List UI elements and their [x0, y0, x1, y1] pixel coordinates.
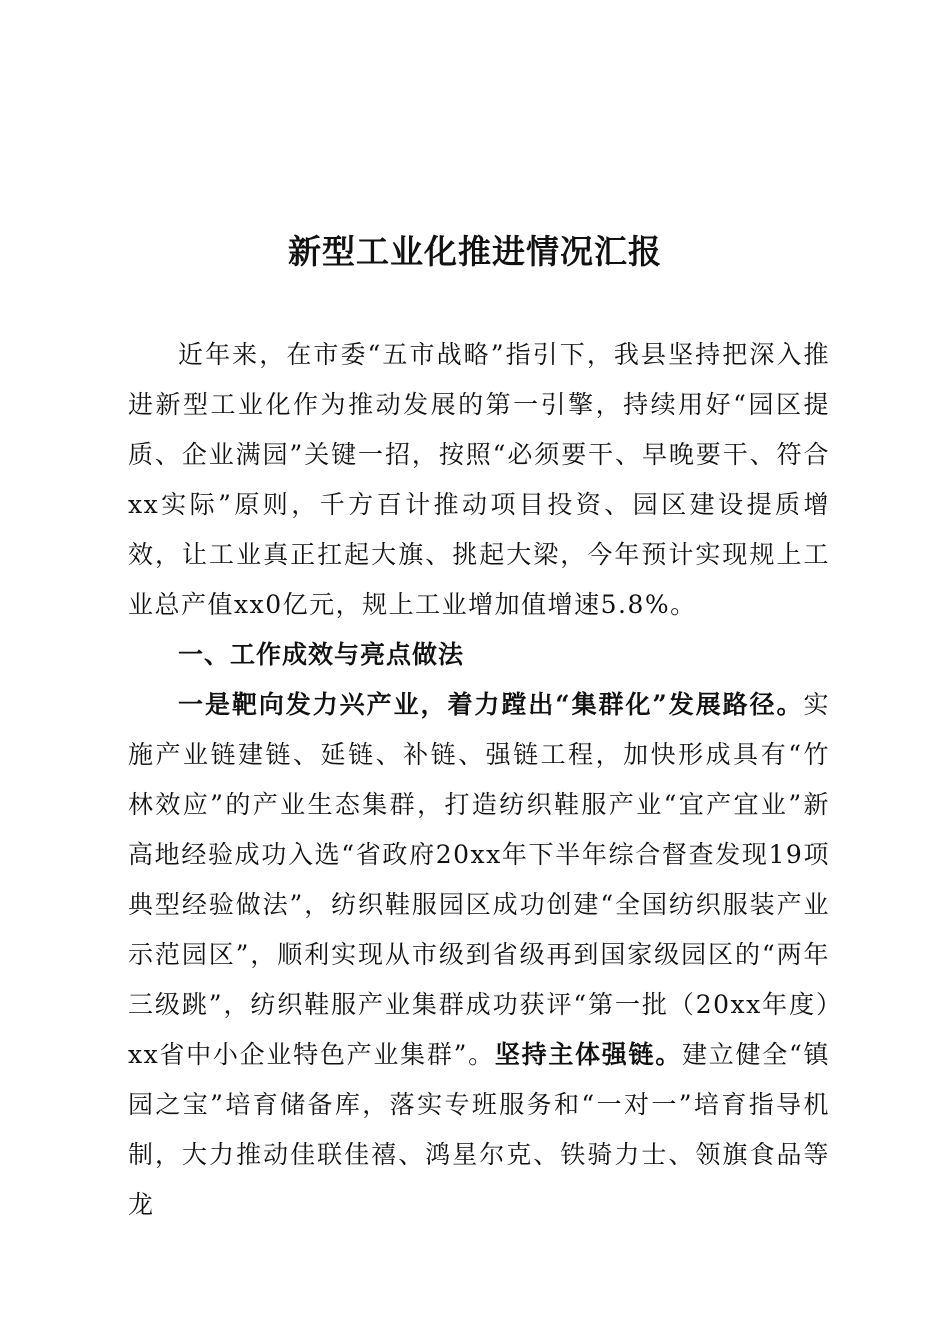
point-paragraph	[128, 680, 830, 1230]
intro-paragraph: 近年来，在市委“五市战略”指引下，我县坚持把深入推进新型工业化作为推动发展的第一引擎，持续用好“园区提质、企业满园”关键一招，按照“必须要干、早晚要干、符合xx实际”原则，千方百计推动项目投资、园区建设提质增效，让工业真正扛起大旗、挑起大梁，今年预计实现规上工业总产值xx0亿元，规上工业增加值增速5.8%。	[128, 340, 830, 619]
point-sub-lead: 坚持主体强链。	[494, 1040, 683, 1069]
point-text: 实施产业链建链、延链、补链、强链工程，加快形成具有“竹林效应”的产业生态集群，打造纺织鞋服产业“宜产宜业”新高地经验成功入选“省政府20xx年下半年综合督查发现19项典型经验做法”，纺织鞋服园区成功创建“全国纺织服装产业示范园区”，顺利实现从市级到省级再到国家级园区的“两年三级跳”，纺织鞋服产业集群成功获评“第一批（20xx年度）xx省中小企业特色产业集群”。	[128, 690, 830, 1069]
point-lead: 一是靶向发力兴产业，着力蹚出“集群化”发展路径。	[178, 690, 804, 719]
point-text-continued: 建立健全“镇园之宝”培育储备库，落实专班服务和“一对一”培育指导机制，大力推动佳联佳禧、鸿星尔克、铁骑力士、领旗食品等龙	[128, 1040, 831, 1219]
section-heading: 一、工作成效与亮点做法	[178, 640, 465, 669]
document-body	[128, 330, 830, 1230]
document-title: 新型工业化推进情况汇报	[288, 232, 662, 271]
